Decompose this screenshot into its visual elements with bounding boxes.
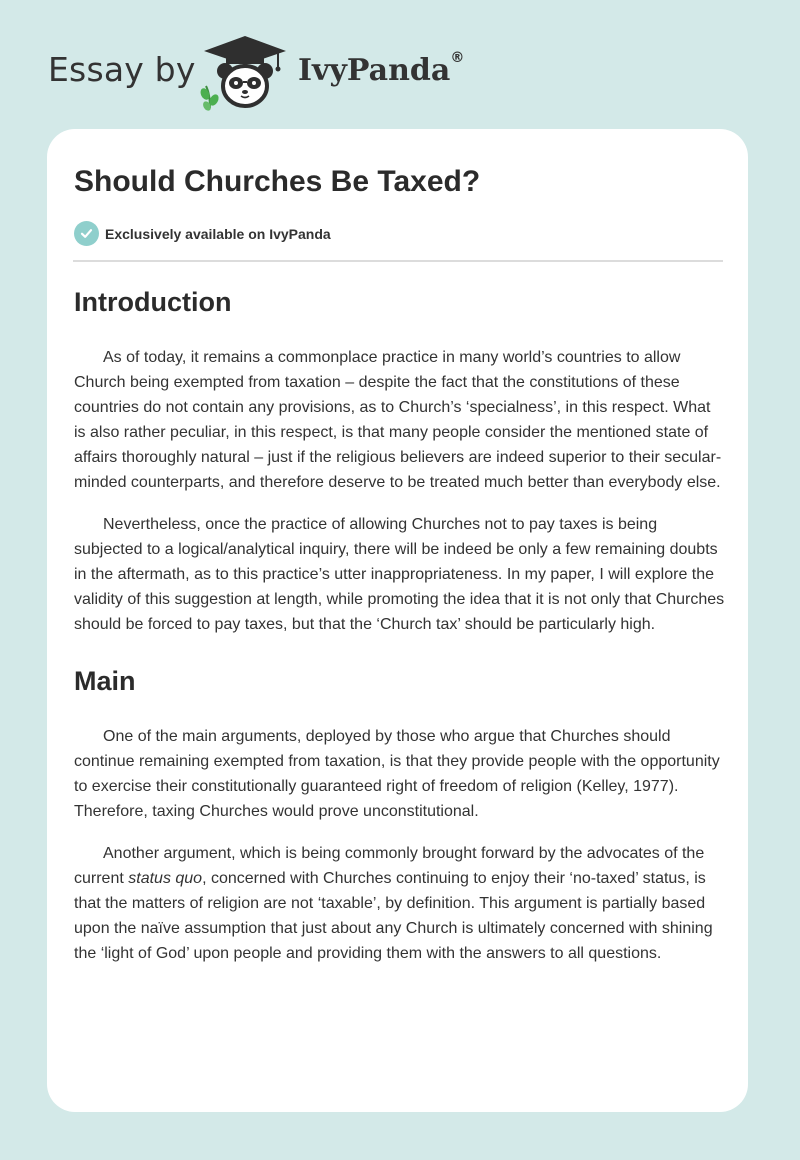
site-header bbox=[48, 34, 548, 114]
paragraph: Another argument, which is being commonly brought forward by the advocates of the current status quo, concerned with Churches continuing to enjoy their ‘no-taxed’ status, is that the matters of religion are not ‘taxable’, by definition. This argument is partially based upon the naïve assumption that just about any Church is ultimately concerned with shining the ‘light of God’ upon people and providing them with the answers to all questions. bbox=[74, 845, 713, 962]
registered-mark: ® bbox=[450, 50, 465, 66]
section-heading-introduction: Introduction bbox=[74, 287, 232, 317]
brand-logo-text[interactable]: IvyPanda® bbox=[298, 50, 465, 88]
paragraph: One of the main arguments, deployed by those who argue that Churches should continue remaining exempted from taxation, is that they provide people with the opportunity to exercise their constitutionally guaranteed right of freedom of religion (Kelley, 1977). Therefore, taxing Churches would prove unconstitutional. bbox=[74, 728, 720, 820]
paragraph: As of today, it remains a commonplace practice in many world’s countries to allow Church being exempted from taxation – despite the fact that the constitutions of these countries do not contain any provisions, as to Church’s ‘specialness’, in this respect. What is also rather peculiar, in this respect, is that many people consider the mentioned state of affairs thoroughly natural – just if the religious believers are indeed superior to their secular-minded counterparts, and therefore deserve to be treated much better than everybody else. bbox=[74, 349, 722, 491]
exclusive-label: Exclusively available on IvyPanda bbox=[105, 225, 331, 242]
panda-graduate-icon bbox=[200, 34, 290, 114]
divider bbox=[73, 260, 723, 262]
exclusive-badge bbox=[74, 221, 331, 246]
essay-card bbox=[47, 129, 748, 1112]
section-heading-main: Main bbox=[74, 666, 136, 696]
check-icon bbox=[74, 221, 99, 246]
essay-body bbox=[74, 279, 726, 966]
paragraph: Nevertheless, once the practice of allowing Churches not to pay taxes is being subjected to a logical/analytical inquiry, there will be indeed be only a few remaining doubts in the aftermath, as to this practice’s utter inappropriateness. In my paper, I will explore the validity of this suggestion at length, while promoting the idea that it is not only that Churches should be forced to pay taxes, but that the ‘Church tax’ should be particularly high. bbox=[74, 516, 725, 633]
page-title: Should Churches Be Taxed? bbox=[74, 165, 481, 198]
emphasis-text: status quo bbox=[128, 870, 203, 887]
essay-by-label: Essay by bbox=[48, 50, 196, 89]
